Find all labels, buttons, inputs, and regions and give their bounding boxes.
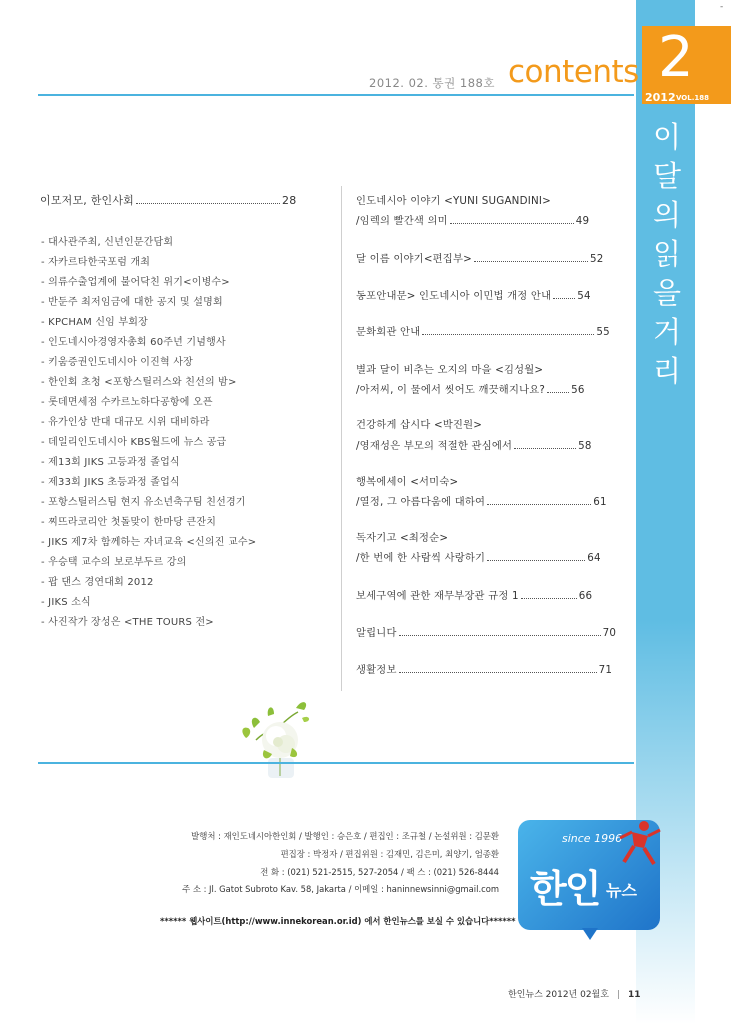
logo-news: 뉴스: [606, 881, 637, 900]
list-item[interactable]: - 우승택 교수의 보로부두르 강의: [41, 557, 187, 568]
toc-page-number: 70: [602, 627, 617, 639]
toc-entry[interactable]: [356, 250, 603, 265]
toc-entry-title: 알립니다: [356, 627, 397, 639]
dot-leader: [487, 496, 591, 505]
logo-since: since 1996: [562, 832, 623, 845]
dot-leader: [399, 627, 601, 636]
list-item[interactable]: - 사진작가 장성은 <THE TOURS 전>: [41, 617, 214, 628]
toc-page-number: 49: [575, 215, 590, 227]
logo-figure-icon: [614, 818, 664, 872]
page-footer: [508, 987, 641, 1000]
toc-page-number: 61: [593, 496, 607, 508]
issue-number: 2: [658, 25, 694, 90]
toc-entry[interactable]: [356, 323, 610, 338]
toc-entry-subtitle-text: /한 번에 한 사람씩 사랑하기: [356, 552, 486, 564]
dot-leader: [521, 590, 577, 599]
dot-leader: [553, 290, 575, 299]
list-item[interactable]: - 한인회 초청 <포항스틸러스와 친선의 밤>: [41, 377, 237, 388]
page-number: 11: [627, 990, 641, 1000]
heading-char: 거: [652, 315, 681, 349]
toc-page-number: 28: [282, 194, 297, 207]
toc-page-number: 66: [578, 590, 593, 602]
dot-leader: [547, 384, 569, 393]
dot-leader: [399, 664, 597, 673]
toc-entry-title: 건강하게 삽시다 <박진원>: [356, 419, 483, 431]
toc-entry[interactable]: [356, 473, 458, 488]
toc-entry[interactable]: [356, 661, 612, 676]
toc-entry-title: 생활정보: [356, 664, 397, 676]
list-item[interactable]: - 찌뜨라코리안 첫돌맞이 한마당 큰잔치: [41, 517, 217, 528]
list-item[interactable]: - 유가인상 반대 대규모 시위 대비하라: [41, 417, 210, 428]
footer-separator: |: [616, 990, 620, 1000]
toc-entry-title: 문화회관 안내: [356, 326, 421, 338]
toc-entry[interactable]: [356, 587, 592, 602]
toc-entry[interactable]: [356, 624, 616, 639]
toc-page-number: 71: [598, 664, 613, 676]
list-item[interactable]: - JIKS 소식: [41, 597, 91, 608]
heading-char: 달: [652, 159, 681, 193]
list-item[interactable]: - 인도네시아경영자총회 60주년 기념행사: [41, 337, 226, 348]
toc-page-number: 56: [571, 384, 585, 396]
heading-char: 을: [652, 276, 681, 310]
list-item[interactable]: - 데일리인도네시아 KBS월드에 뉴스 공급: [41, 437, 227, 448]
dot-leader: [514, 440, 576, 449]
toc-entry-title: 이모저모, 한인사회: [40, 194, 135, 207]
toc-entry-title: 행복에세이 <서미숙>: [356, 476, 459, 488]
toc-entry[interactable]: [356, 416, 482, 431]
footer-rule: [38, 762, 634, 764]
header-rule: [38, 94, 634, 96]
list-item[interactable]: - 롯데면세점 수카르노하다공항에 오픈: [41, 397, 213, 408]
dot-leader: [422, 326, 594, 335]
toc-entry[interactable]: [356, 361, 543, 376]
list-item[interactable]: - 의류수출업계에 불어닥친 위기<이병수>: [41, 277, 230, 288]
toc-entry-subtitle-text: /아저씨, 이 물에서 씻어도 깨끗해지나요?: [356, 384, 546, 396]
toc-page-number: 54: [577, 290, 591, 302]
heading-char: 의: [652, 198, 681, 232]
logo-hanin: 한인: [530, 867, 600, 911]
toc-entry[interactable]: [356, 192, 551, 207]
crop-mark: -: [720, 2, 724, 12]
toc-entry-subtitle[interactable]: [356, 437, 592, 452]
toc-entry-subtitle-text: /열정, 그 아름다움에 대하여: [356, 496, 486, 508]
dot-leader: [474, 253, 588, 262]
toc-entry-title: 별과 달이 비추는 오지의 마을 <김성월>: [356, 364, 544, 376]
list-item[interactable]: - 대사관주최, 신년인문간담회: [41, 237, 174, 248]
issue-volume: VOL.188: [676, 94, 709, 102]
column-divider: [341, 186, 342, 691]
toc-entry-subtitle[interactable]: [356, 212, 589, 227]
toc-page-number: 55: [596, 326, 610, 338]
list-item[interactable]: - 반둔주 최저임금에 대한 공지 및 설명회: [41, 297, 223, 308]
toc-entry-subtitle-text: /영재성은 부모의 적절한 관심에서: [356, 440, 513, 452]
toc-page-number: 64: [587, 552, 601, 564]
editor-info: 편집장 : 박정자 / 편집위원 : 김재민, 김은미, 최양기, 엄종환: [280, 849, 499, 859]
list-item[interactable]: - 제33회 JIKS 초등과정 졸업식: [41, 477, 180, 488]
toc-entry-title: 인도네시아 이야기 <YUNI SUGANDINI>: [356, 195, 551, 207]
toc-entry-title: 보세구역에 관한 재무부장관 규정 1: [356, 590, 519, 602]
toc-main-entry[interactable]: [40, 192, 296, 208]
toc-entry-subtitle[interactable]: [356, 549, 601, 564]
flower-illustration: [238, 688, 318, 784]
logo-speech-tail: [582, 928, 598, 940]
list-item[interactable]: - 자카르타한국포럼 개최: [41, 257, 151, 268]
toc-entry-title: 달 이름 이야기<편집부>: [356, 253, 472, 265]
address-info: 주 소 : Jl. Gatot Subroto Kav. 58, Jakarta / 이메일 : haninnewsinni@gmail.com: [182, 884, 499, 894]
list-item[interactable]: - 키움증권인도네시아 이진혁 사장: [41, 357, 193, 368]
list-item[interactable]: - JIKS 제7차 함께하는 자녀교육 <신의진 교수>: [41, 537, 257, 548]
heading-char: 리: [652, 354, 681, 388]
toc-entry-subtitle[interactable]: [356, 381, 585, 396]
dot-leader: [136, 195, 280, 204]
heading-char: 이: [652, 120, 681, 154]
toc-entry[interactable]: [356, 287, 591, 302]
toc-entry-subtitle-text: /임렉의 빨간색 의미: [356, 215, 448, 227]
heading-char: 읽: [652, 237, 681, 271]
list-item[interactable]: - 제13회 JIKS 고등과정 졸업식: [41, 457, 180, 468]
issue-year: 2012: [645, 91, 676, 104]
toc-entry[interactable]: [356, 529, 448, 544]
publisher-info: 발행처 : 재인도네시아한인회 / 발행인 : 승은호 / 편집인 : 조규철 / 논설위원 : 김문환: [191, 831, 499, 841]
contact-info: 전 화 : (021) 521-2515, 527-2054 / 팩 스 : (021) 526-8444: [260, 867, 499, 877]
toc-entry-title: 동포안내문> 인도네시아 이민법 개정 안내: [356, 290, 552, 302]
publication-name: 한인뉴스 2012년 02월호: [508, 990, 609, 1000]
list-item[interactable]: - KPCHAM 신임 부회장: [41, 317, 149, 328]
list-item[interactable]: - 팝 댄스 경연대회 2012: [41, 577, 154, 588]
hanin-news-logo: [518, 820, 660, 942]
toc-page-number: 58: [578, 440, 592, 452]
dot-leader: [487, 552, 585, 561]
toc-entry-subtitle[interactable]: [356, 493, 607, 508]
toc-page-number: 52: [589, 253, 604, 265]
contents-title: contents: [508, 54, 639, 90]
vertical-section-heading: [647, 118, 687, 391]
website-notice: ****** 웹사이트(http://www.innekorean.or.id) 에서 한인뉴스를 보실 수 있습니다******: [160, 916, 516, 926]
toc-entry-title: 독자기고 <최정순>: [356, 532, 449, 544]
issue-date-label: 2012. 02. 통권 188호: [369, 76, 495, 90]
list-item[interactable]: - 포항스틸러스팀 현지 유소년축구팀 친선경기: [41, 497, 246, 508]
dot-leader: [450, 215, 574, 224]
